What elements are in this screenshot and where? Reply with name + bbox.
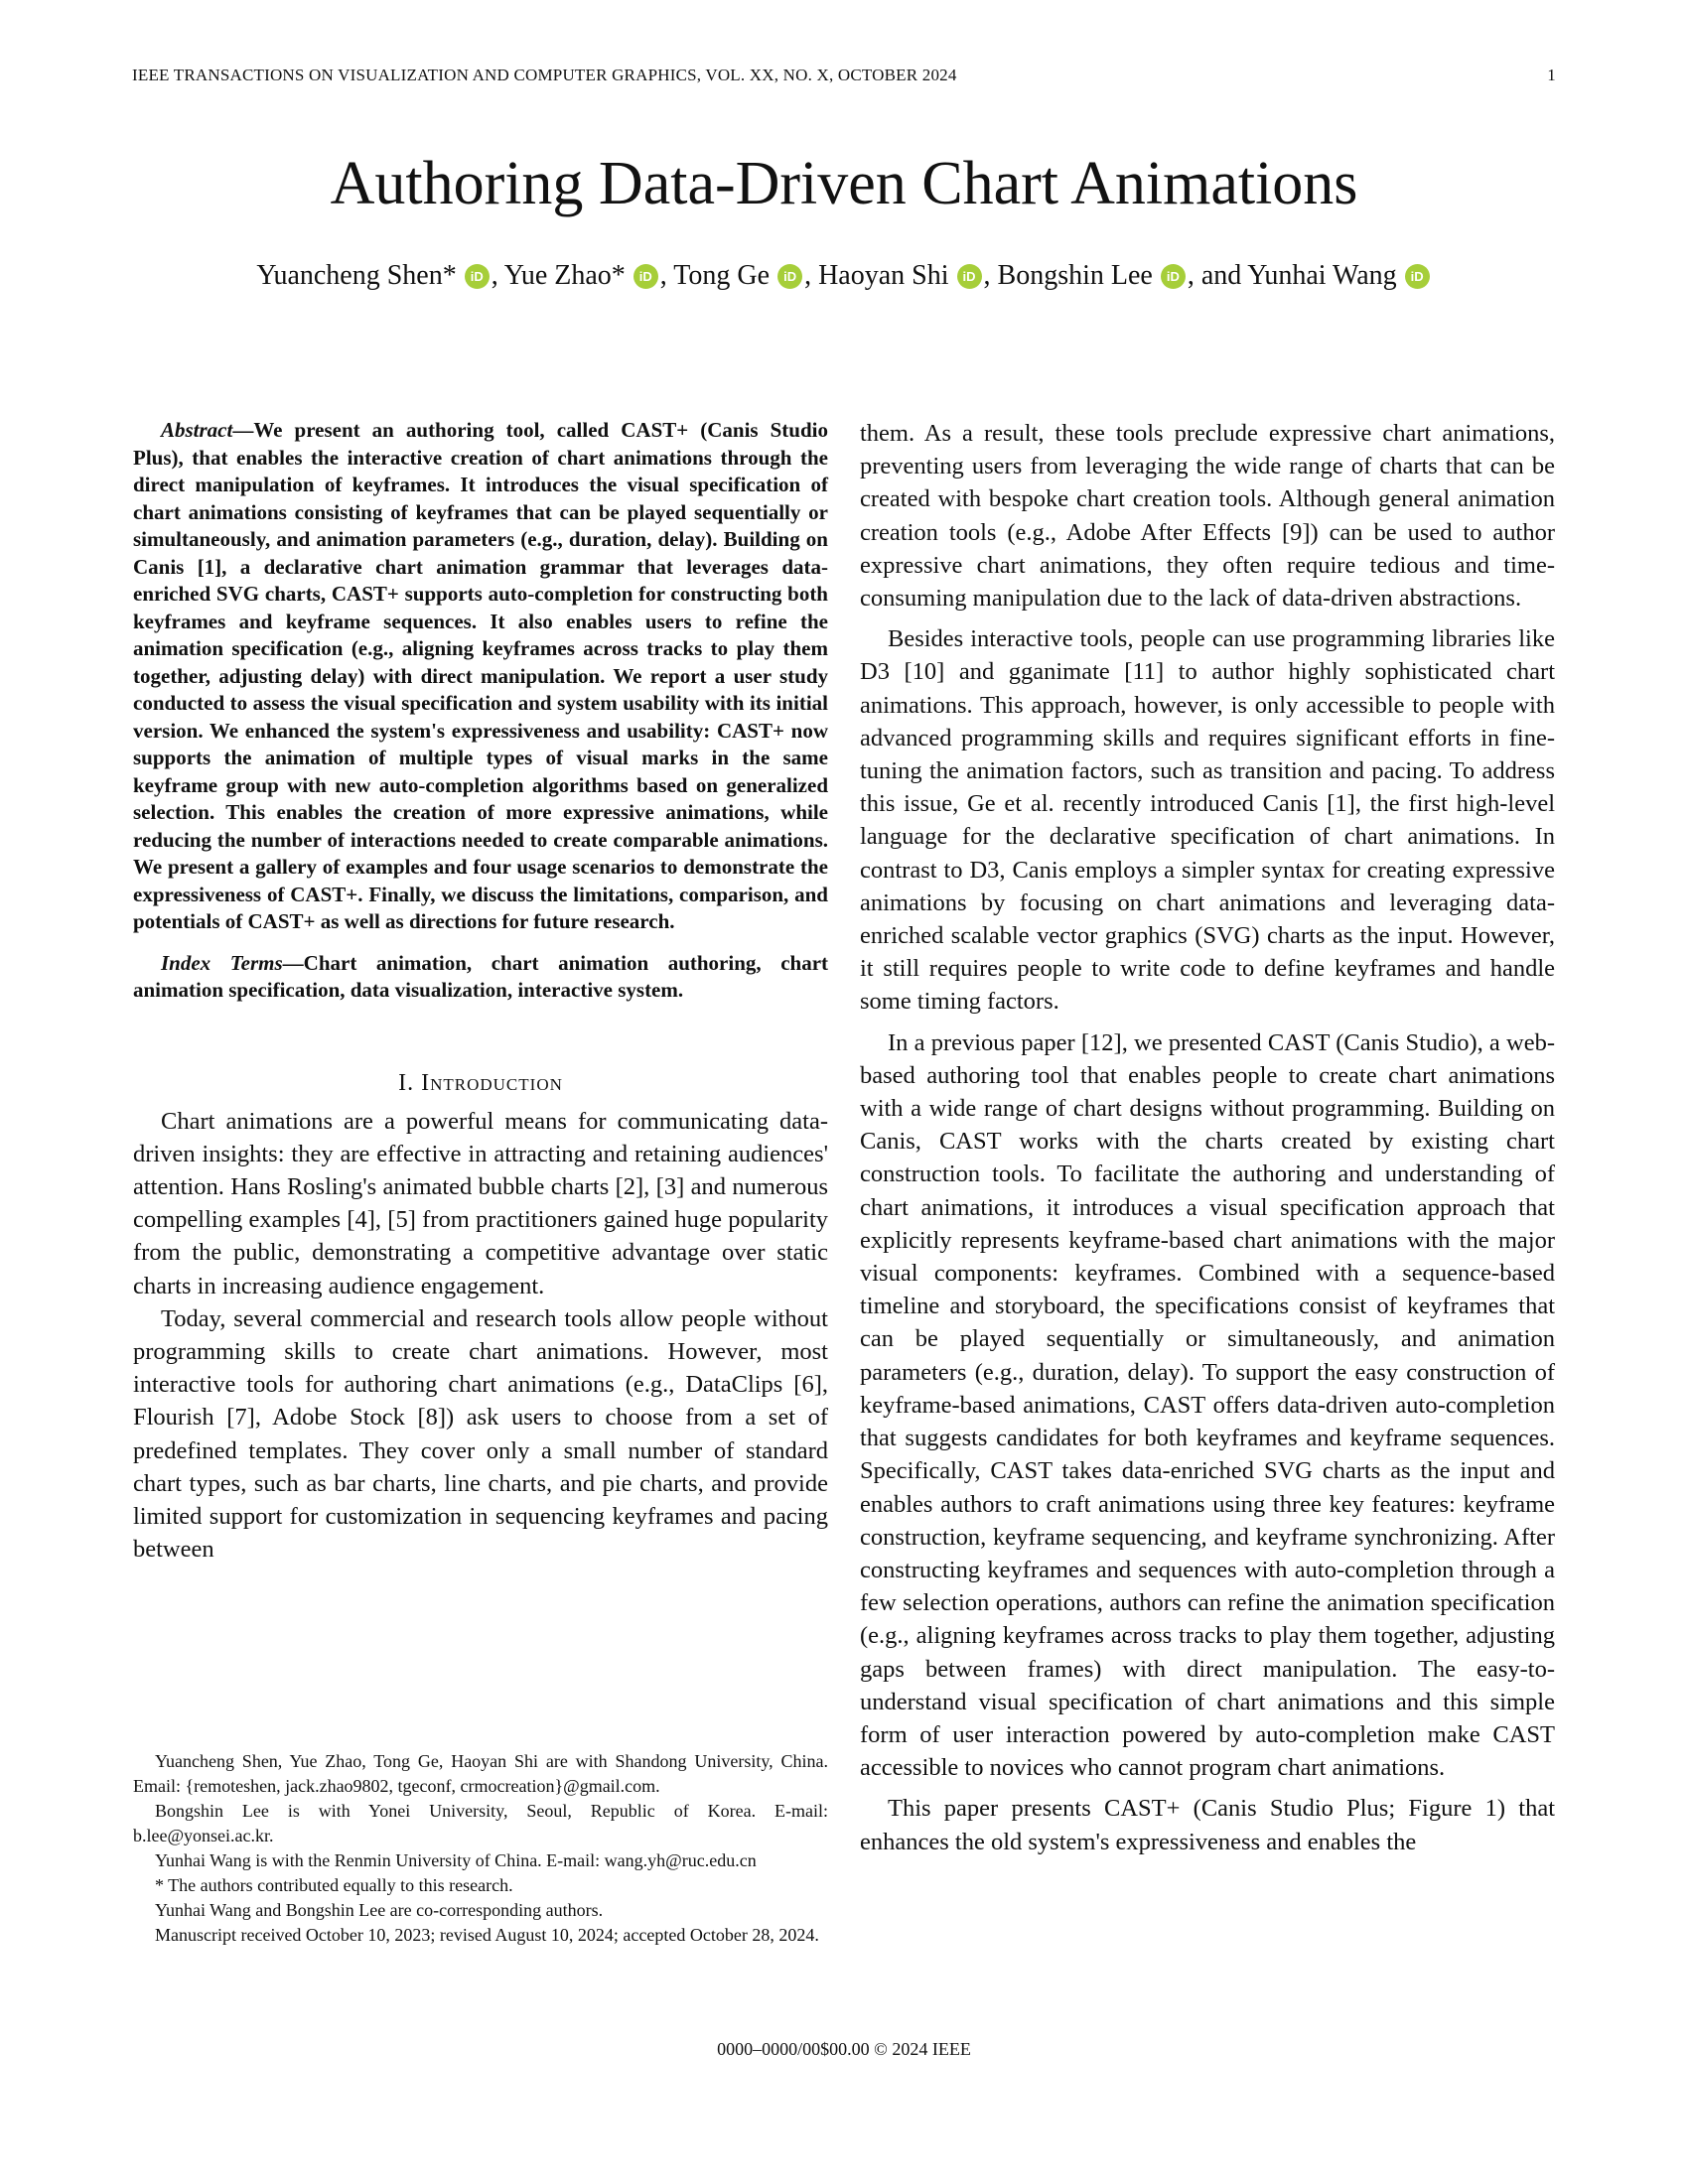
page-number: 1 (1547, 66, 1556, 84)
orcid-icon[interactable]: iD (1405, 264, 1430, 289)
footnote: Yunhai Wang and Bongshin Lee are co-corresponding authors. (155, 1900, 604, 1920)
paper-title: Authoring Data-Driven Chart Animations (330, 150, 1358, 217)
author-name: Yunhai Wang (1247, 260, 1397, 291)
orcid-icon[interactable]: iD (777, 264, 802, 289)
orcid-icon[interactable]: iD (1161, 264, 1186, 289)
body-paragraph: them. As a result, these tools preclude expressive chart animations, preventing users from leveraging the wide range of charts that can be created with bespoke chart creation tools. Although general animation creation tools (e.g., Adobe After Effects [9]) can be used to author expressive chart animations, they often require tedious and time-consuming manipulation due to the lack of data-driven abstractions. (860, 420, 1555, 613)
body-paragraph: In a previous paper [12], we presented CAST (Canis Studio), a web-based authoring tool that enables people to create chart animations with a wide range of chart designs without programming. Building on Canis, CAST works with the charts created by existing chart construction tools. To facilitate the authoring and understanding of chart animations, it introduces a visual specification approach that explicitly represents keyframe-based chart animations with the major visual components: keyframes. Combined with a sequence-based timeline and storyboard, the specifications consist of keyframes that can be played sequentially or simultaneously, and animation parameters (e.g., duration, delay). To support the easy construction of keyframe-based animations, CAST offers data-driven auto-completion that suggests candidates for both keyframes and keyframe sequences. Specifically, CAST takes data-enriched SVG charts as the input and enables authors to craft animations using three key features: keyframe construction, keyframe sequencing, and keyframe synchronizing. After constructing keyframes and sequences with auto-completion through a few selection operations, authors can refine the animation specification (e.g., aligning keyframes across tracks to play them together, adjusting gaps between frames) with direct manipulation. The easy-to-understand visual specification of chart animations and this simple form of user interaction powered by auto-completion make CAST accessible to novices who cannot program chart animations. (860, 1028, 1555, 1782)
author-name: Yue Zhao* (503, 260, 626, 291)
author-name: Haoyan Shi (818, 260, 949, 291)
section-number: I. (398, 1069, 415, 1096)
footnote: Manuscript received October 10, 2023; revised August 10, 2024; accepted October 28, 2024. (155, 1925, 819, 1945)
footnote: * The authors contributed equally to this research. (155, 1875, 513, 1895)
body-paragraph: Chart animations are a powerful means for communicating data-driven insights: they are effective in attracting and retaining audiences' attention. Hans Rosling's animated bubble charts [2], [3] and numerous compelling examples [4], [5] from practitioners gained huge popularity from the public, demonstrating a competitive advantage over static charts in increasing audience engagement. (133, 1107, 828, 1299)
footnote: Bongshin Lee is with Yonei University, Seoul, Republic of Korea. E-mail: b.lee@yonsei.ac.kr. (133, 1801, 828, 1845)
footnotes (133, 1749, 828, 1948)
footnote: Yunhai Wang is with the Renmin University of China. E-mail: wang.yh@ruc.edu.cn (155, 1850, 757, 1870)
section-title: Introduction (421, 1069, 563, 1096)
footnote: Yuancheng Shen, Yue Zhao, Tong Ge, Haoyan Shi are with Shandong University, China. Email: {remoteshen, jack.zhao9802, tgeconf, crmocreation}@gmail.com. (133, 1751, 828, 1796)
orcid-icon[interactable]: iD (465, 264, 490, 289)
left-column (133, 417, 828, 1566)
abstract-text: —We present an authoring tool, called CAST+ (Canis Studio Plus), that enables the interactive creation of chart animations through the direct manipulation of keyframes. It introduces the visual specification of chart animations consisting of keyframes that can be played sequentially or simultaneously, and animation parameters (e.g., duration, delay). Building on Canis [1], a declarative chart animation grammar that leverages data-enriched SVG charts, CAST+ supports auto-completion for constructing both keyframes and keyframe sequences. It also enables users to refine the animation specification (e.g., aligning keyframes across tracks to play them together, adjusting delay) with direct manipulation. We report a user study conducted to assess the visual specification and system usability with its initial version. We enhanced the system's expressiveness and usability: CAST+ now supports the animation of multiple types of visual marks in the same keyframe group with new auto-completion algorithms based on generalized selection. This enables the creation of more expressive animations, while reducing the number of interactions needed to create comparable animations. We present a gallery of examples and four usage scenarios to demonstrate the expressiveness of CAST+. Finally, we discuss the limitations, comparison, and potentials of CAST+ as well as directions for future research. (133, 418, 828, 933)
author-list: Yuancheng Shen* iD , Yue Zhao* iD , Tong Ge iD , Haoyan Shi iD , Bongshin Lee iD , and Yunhai Wang iD (0, 260, 1688, 292)
copyright-notice: 0000–0000/00$00.00 © 2024 IEEE (717, 2039, 971, 2059)
body-paragraph: This paper presents CAST+ (Canis Studio Plus; Figure 1) that enhances the old system's expressiveness and enables the (860, 1795, 1555, 1855)
right-column (860, 417, 1555, 1866)
orcid-icon[interactable]: iD (957, 264, 982, 289)
index-terms-text: —Chart animation, chart animation authoring, chart animation specification, data visualization, interactive system. (133, 950, 829, 1002)
journal-name: IEEE TRANSACTIONS ON VISUALIZATION AND COMPUTER GRAPHICS, VOL. XX, NO. X, OCTOBER 2024 (132, 66, 957, 84)
abstract-label: Abstract (161, 418, 233, 442)
section-heading (133, 1070, 828, 1097)
index-terms (133, 950, 828, 1005)
abstract (133, 417, 828, 936)
author-name: Bongshin Lee (997, 260, 1153, 291)
body-paragraph: Besides interactive tools, people can use programming libraries like D3 [10] and gganimate [11] to author highly sophisticated chart animations. This approach, however, is only accessible to people with advanced programming skills and requires significant efforts in fine-tuning the animation factors, such as transition and pacing. To address this issue, Ge et al. recently introduced Canis [1], the first high-level language for the declarative specification of chart animations. In contrast to D3, Canis employs a simpler syntax for creating expressive animations by focusing on chart animations and leveraging data-enriched scalable vector graphics (SVG) charts as the input. However, it still requires people to write code to define keyframes and handle some timing factors. (860, 625, 1555, 1016)
running-header (132, 66, 1556, 95)
index-terms-label: Index Terms (161, 950, 283, 975)
author-name: Tong Ge (673, 260, 771, 291)
body-paragraph: Today, several commercial and research tools allow people without programming skills to create chart animations. However, most interactive tools for authoring chart animations (e.g., DataClips [6], Flourish [7], Adobe Stock [8]) ask users to choose from a set of predefined templates. They cover only a small number of standard chart types, such as bar charts, line charts, and pie charts, and provide limited support for customization in sequencing keyframes and pacing between (133, 1304, 828, 1564)
author-name: Yuancheng Shen* (256, 260, 457, 291)
orcid-icon[interactable]: iD (633, 264, 658, 289)
